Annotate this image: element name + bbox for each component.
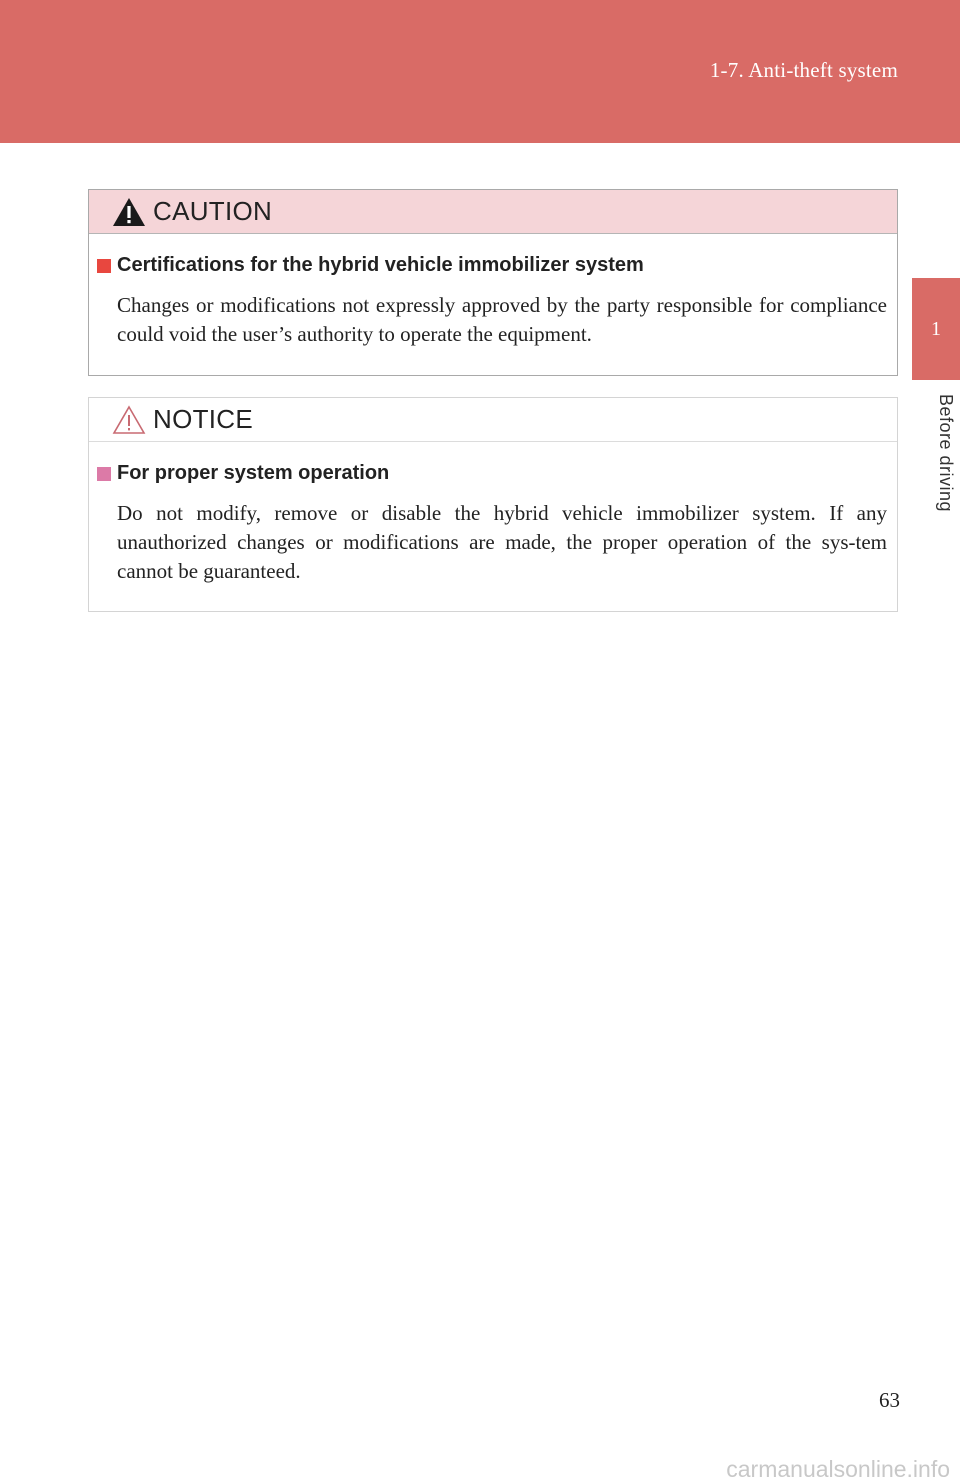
caution-item-text: Changes or modifications not expressly approved by the party responsible for compliance could void the user’s authority to operate the equipment. <box>117 293 887 346</box>
caution-box <box>88 189 898 376</box>
caution-item-title-text: Certifications for the hybrid vehicle immobilizer system <box>117 254 644 276</box>
notice-item-title-text: For proper system operation <box>117 462 390 484</box>
chapter-label: Before driving <box>936 394 956 513</box>
watermark: carmanualsonline.info <box>726 1456 950 1482</box>
notice-body <box>89 442 897 586</box>
caution-body <box>89 234 897 349</box>
notice-item-text: Do not modify, remove or disable the hybrid vehicle immobilizer system. If any unauthorized changes or modifications are made, the proper operation of the sys-tem cannot be guaranteed. <box>117 501 887 583</box>
chapter-number: 1 <box>931 317 941 340</box>
square-bullet-icon <box>97 259 111 273</box>
notice-item-title <box>97 462 887 485</box>
header-band <box>0 0 960 143</box>
warning-triangle-filled-icon <box>111 196 147 228</box>
chapter-tab[interactable] <box>912 278 960 380</box>
caution-label: CAUTION <box>153 196 273 226</box>
warning-triangle-outline-icon <box>111 404 147 436</box>
caution-item-title <box>97 254 887 277</box>
notice-header <box>89 398 897 442</box>
page-number: 63 <box>879 1388 900 1412</box>
caution-header <box>89 190 897 234</box>
notice-label: NOTICE <box>153 404 254 434</box>
square-bullet-icon <box>97 467 111 481</box>
notice-box <box>88 397 898 612</box>
section-title: 1-7. Anti-theft system <box>709 58 898 82</box>
